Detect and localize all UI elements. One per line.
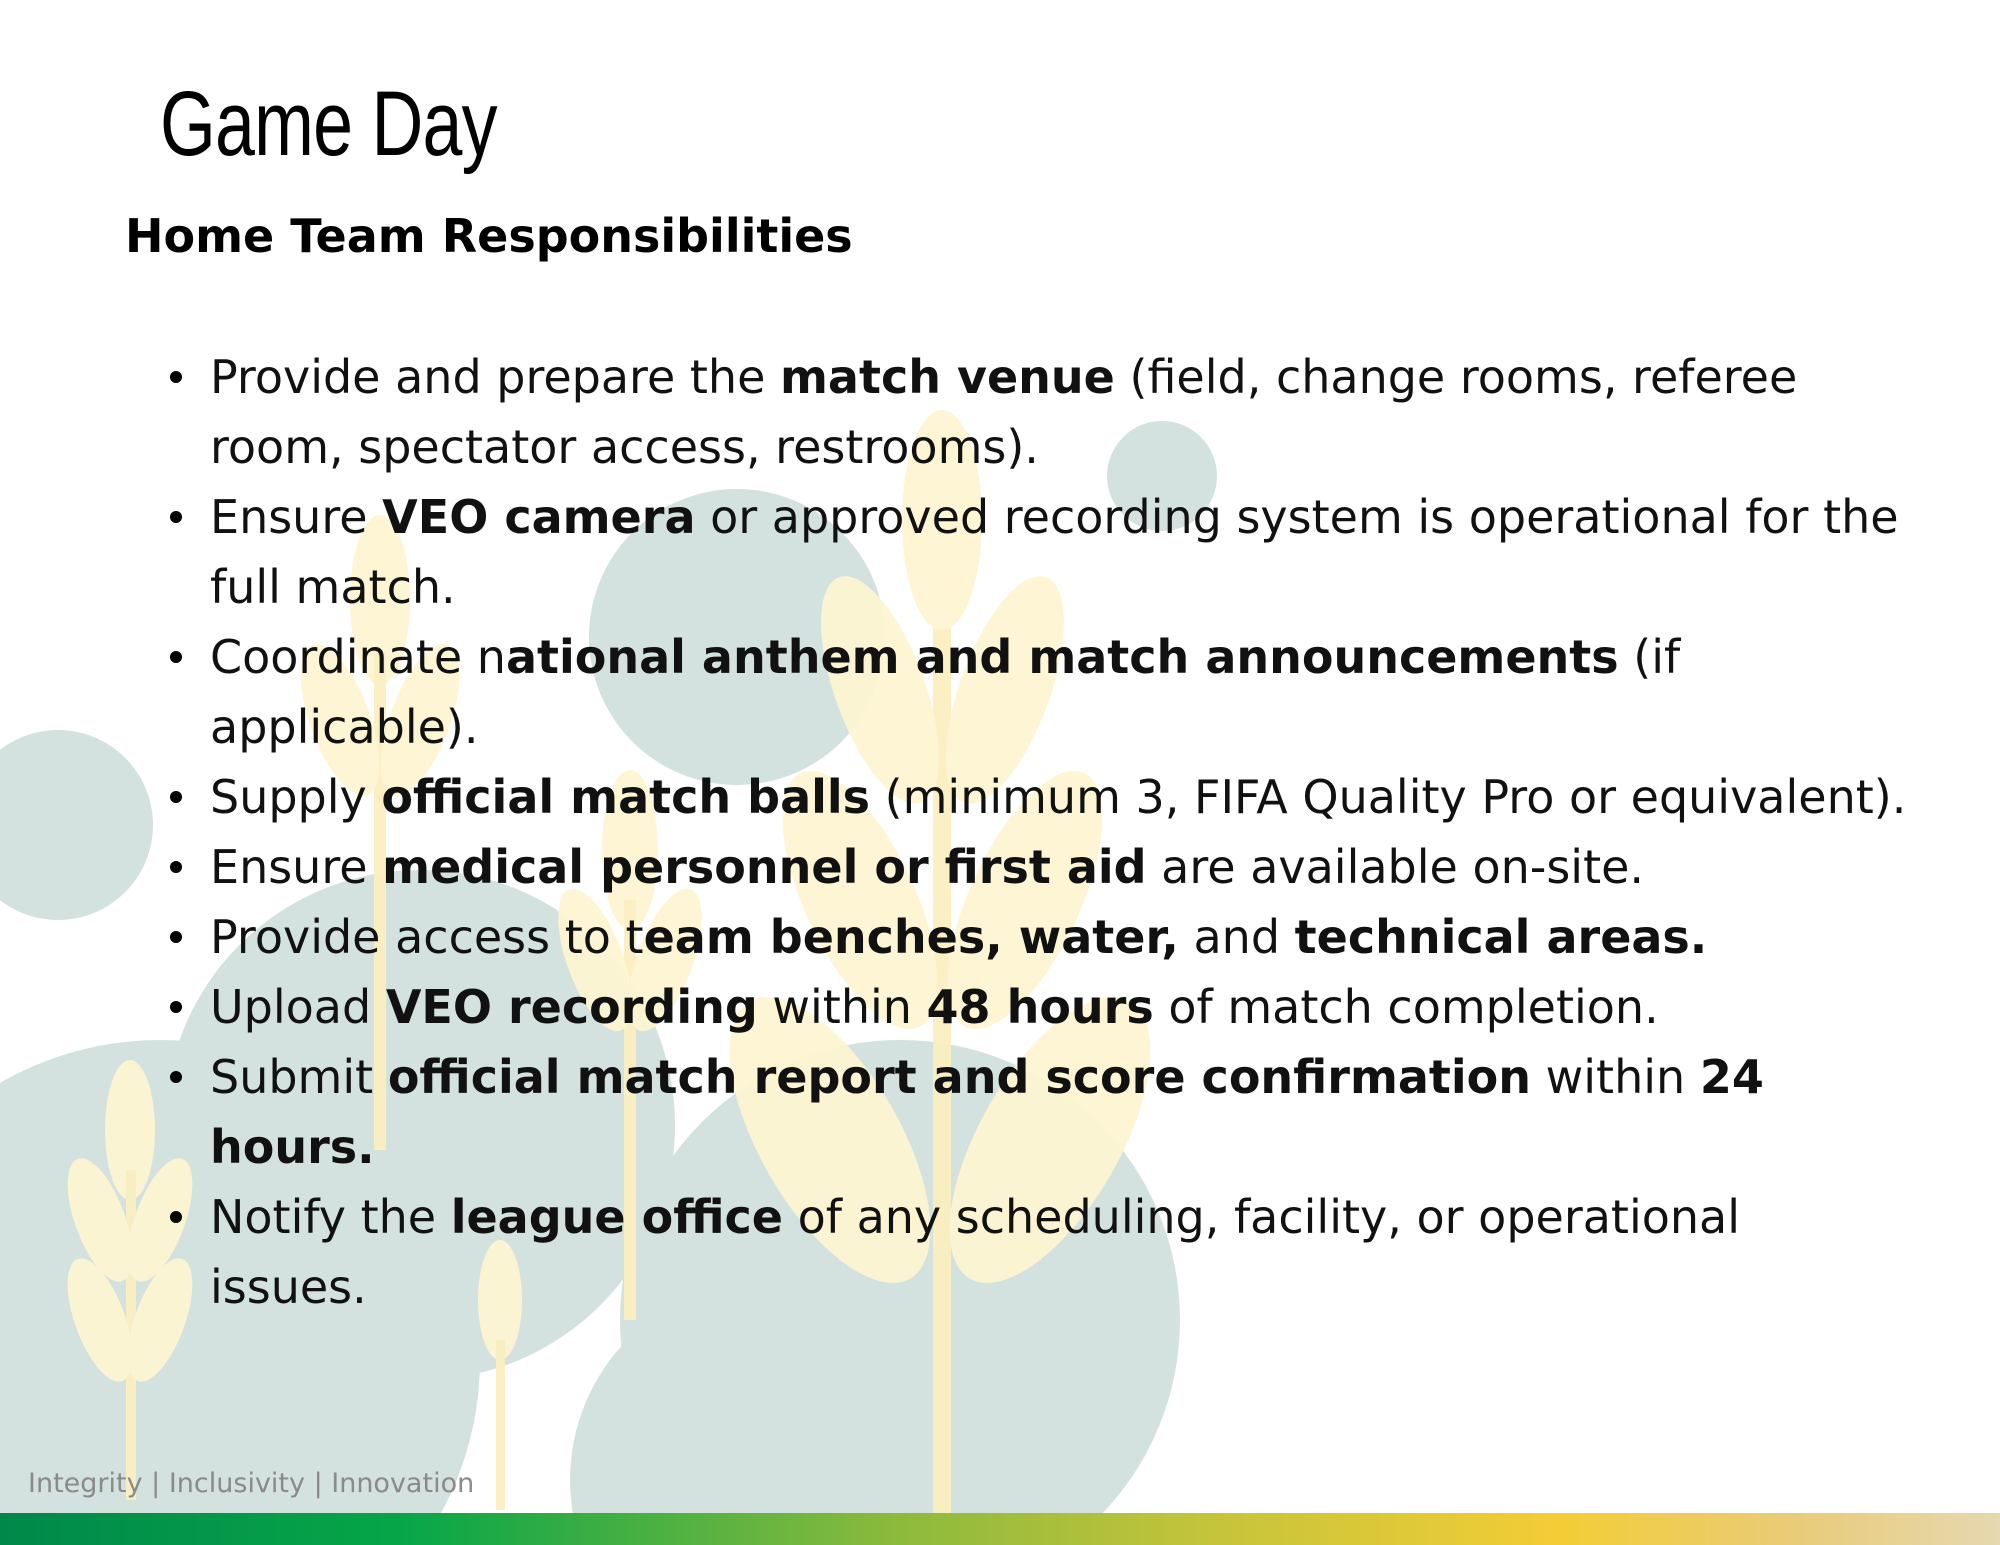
- text: Notify the: [210, 1190, 451, 1244]
- list-item: [210, 1182, 1910, 1322]
- bullet-dot-icon: [170, 511, 182, 523]
- text: and: [1178, 910, 1295, 964]
- bold-text: official match balls: [381, 770, 871, 824]
- list-item: [210, 902, 1910, 972]
- bold-text: medical personnel or first aid: [382, 840, 1147, 894]
- list-item: [210, 482, 1910, 622]
- text: Provide and prepare the: [210, 350, 780, 404]
- responsibilities-list: [160, 342, 1910, 1322]
- bold-text: official match report and score confirmation: [387, 1050, 1532, 1104]
- bullet-dot-icon: [170, 861, 182, 873]
- bullet-dot-icon: [170, 1001, 182, 1013]
- bullet-dot-icon: [170, 1211, 182, 1223]
- text: (minimum 3, FIFA Quality Pro or equivalent).: [870, 770, 1907, 824]
- bullet-dot-icon: [170, 651, 182, 663]
- bullet-dot-icon: [170, 931, 182, 943]
- text: Provide access to t: [210, 910, 644, 964]
- bold-text: eam benches, water,: [643, 910, 1179, 964]
- list-item: [210, 342, 1910, 482]
- bold-text: technical areas.: [1294, 910, 1708, 964]
- text: Submit: [210, 1050, 388, 1104]
- bold-text: league office: [450, 1190, 783, 1244]
- text: (field, change rooms, referee room, spectator access, restrooms).: [210, 350, 1798, 474]
- text: within: [757, 980, 927, 1034]
- bold-text: VEO camera: [382, 490, 696, 544]
- list-item: [210, 622, 1910, 762]
- bullet-dot-icon: [170, 371, 182, 383]
- bold-text: 24 hours.: [210, 1050, 1764, 1174]
- page-title: Game Day: [160, 73, 497, 175]
- text: Upload: [210, 980, 386, 1034]
- list-item: [210, 972, 1910, 1042]
- text: Ensure: [210, 490, 383, 544]
- text: Supply: [210, 770, 382, 824]
- list-item: [210, 1042, 1910, 1182]
- bullet-dot-icon: [170, 1071, 182, 1083]
- bold-text: match venue: [780, 350, 1115, 404]
- text: or approved recording system is operational for the full match.: [210, 490, 1899, 614]
- text: (if applicable).: [210, 630, 1681, 754]
- text: Coordinate n: [210, 630, 506, 684]
- text: are available on-site.: [1146, 840, 1645, 894]
- text: within: [1531, 1050, 1700, 1104]
- text: of match completion.: [1153, 980, 1659, 1034]
- bullet-dot-icon: [170, 791, 182, 803]
- list-item: [210, 762, 1910, 832]
- list-item: [210, 832, 1910, 902]
- bold-text: ational anthem and match announcements: [505, 630, 1619, 684]
- bold-text: 48 hours: [926, 980, 1154, 1034]
- footer-gradient-bar: [0, 1513, 2000, 1545]
- footer-tagline: Integrity | Inclusivity | Innovation: [28, 1468, 475, 1499]
- text: Ensure: [210, 840, 383, 894]
- section-subtitle: Home Team Responsibilities: [125, 209, 853, 263]
- text: of any scheduling, facility, or operational issues.: [210, 1190, 1740, 1314]
- bold-text: VEO recording: [385, 980, 758, 1034]
